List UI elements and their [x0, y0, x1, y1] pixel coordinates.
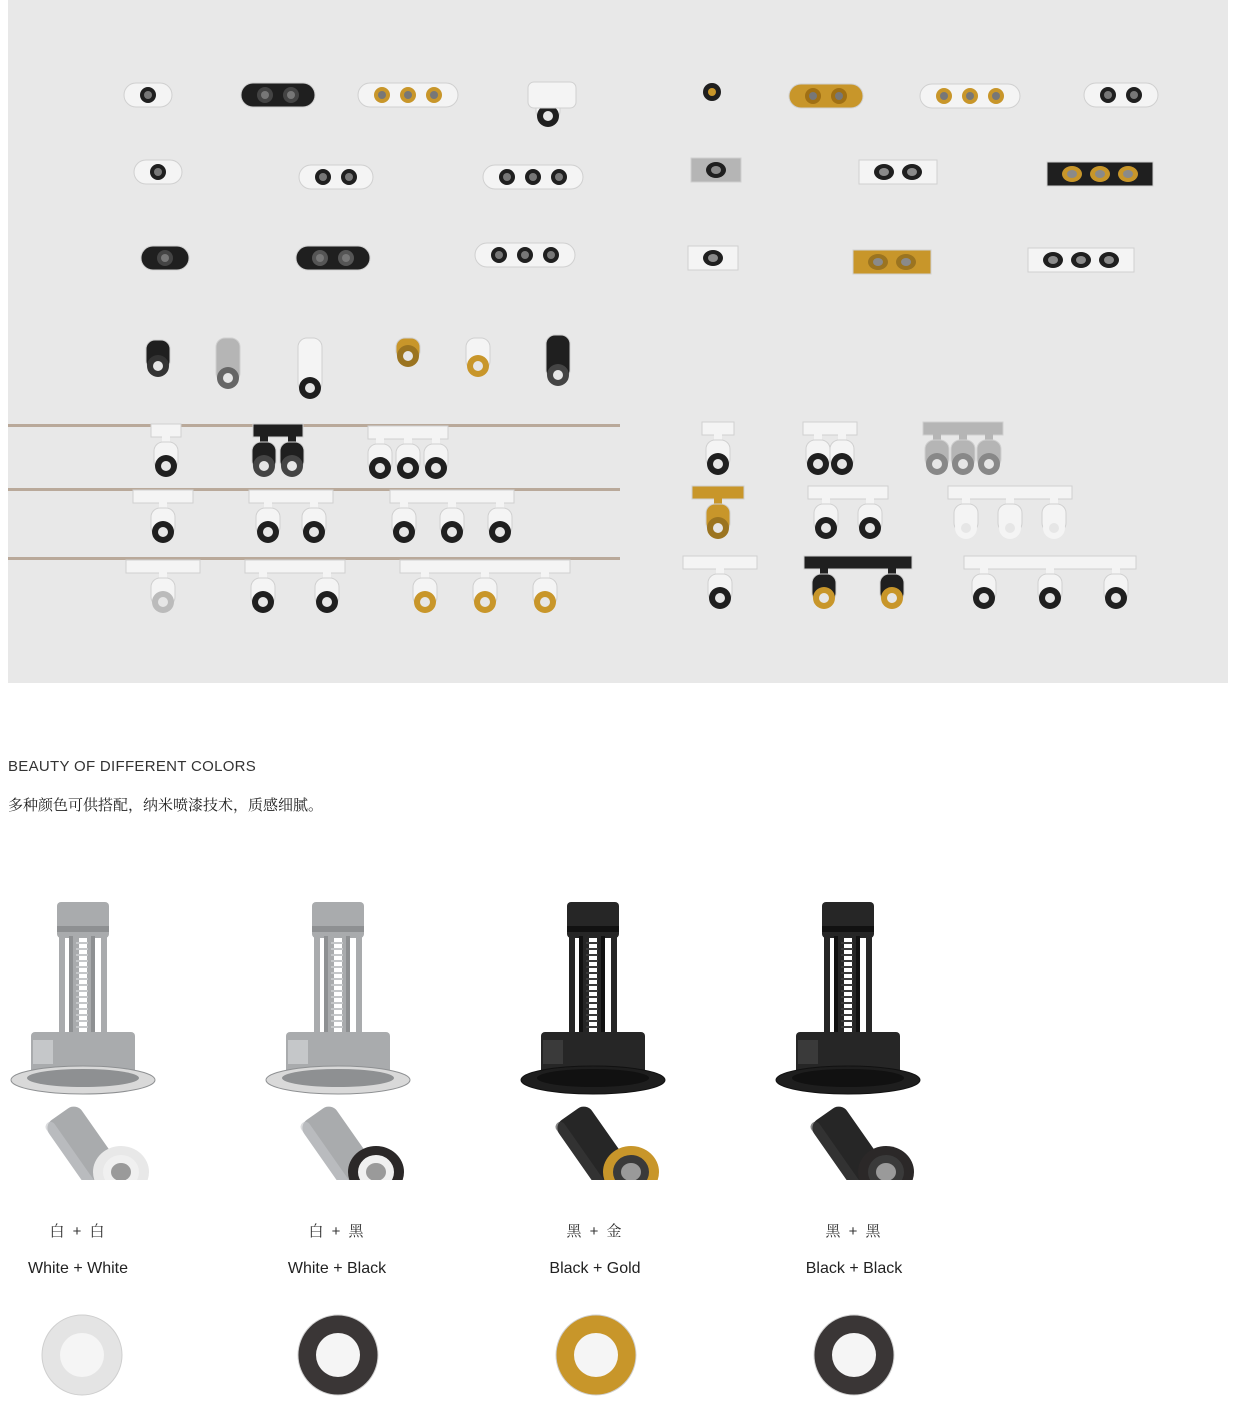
variant-label-en: Black + Gold	[549, 1260, 641, 1277]
variant-label-en: White + Black	[287, 1260, 387, 1277]
color-swatch-black-black	[812, 1313, 896, 1397]
variant-label-zh: 黑 + 金	[566, 1223, 624, 1240]
section-heading: BEAUTY OF DIFFERENT COLORS	[8, 758, 257, 775]
variant-white-white	[0, 880, 173, 1180]
variant-label-zh: 白 + 黑	[308, 1223, 366, 1240]
section-subheading: 多种颜色可供搭配，纳米喷漆技术，质感细腻。	[8, 797, 324, 814]
variant-black-gold	[503, 880, 683, 1180]
lamp-illustration	[0, 880, 173, 1180]
variant-label-en: White + White	[27, 1260, 129, 1277]
color-swatch-white-black	[296, 1313, 380, 1397]
variant-white-black	[248, 880, 428, 1180]
product-showcase-image	[8, 0, 1228, 683]
variant-label-zh: 黑 + 黑	[825, 1223, 883, 1240]
color-swatch-black-gold	[554, 1313, 638, 1397]
lamp-illustration	[248, 880, 428, 1180]
lamp-illustration	[758, 880, 938, 1180]
lamp-illustration	[503, 880, 683, 1180]
variant-label-en: Black + Black	[805, 1260, 903, 1277]
product-collection-illustration	[8, 0, 1228, 683]
variant-label-zh: 白 + 白	[49, 1223, 107, 1240]
color-swatch-white-white	[40, 1313, 124, 1397]
variant-black-black	[758, 880, 938, 1180]
